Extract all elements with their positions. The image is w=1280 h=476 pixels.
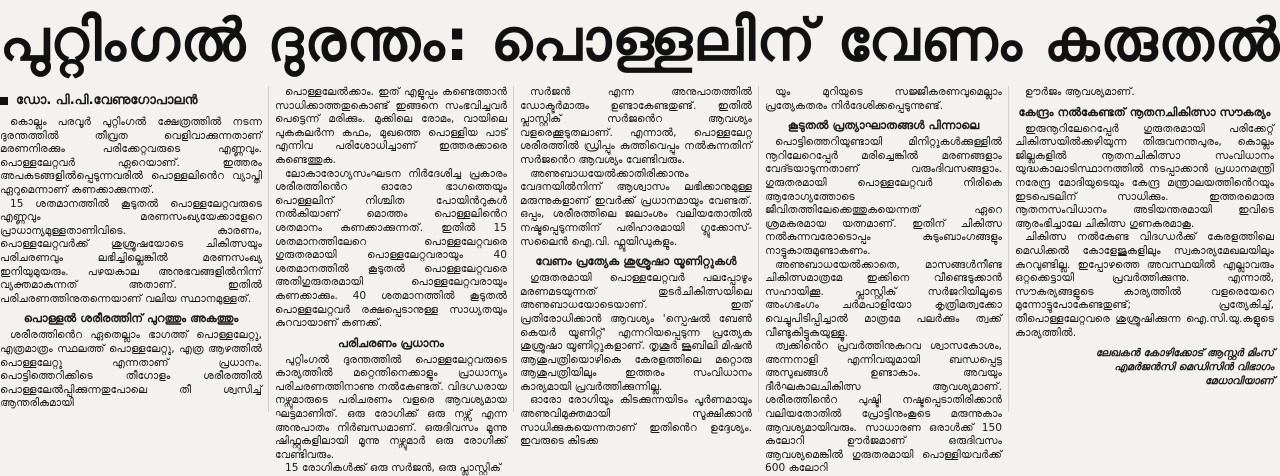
byline bbox=[0, 92, 262, 110]
paragraph: ലോകാരോഗ്യസംഘടന നിർദേശിച്ച പ്രകാരം ശരീരത്തിൻെറ ഓരോ ഭാഗത്തെയും പൊള്ളലിന് നിശ്ചിത പോയിൻറുകൾ നൽകിയാണ് മൊത്തം പൊള്ളലിൻെറ ശതമാനം കണക്കാക്കുന്നത്. ഇതിൽ 15 ശതമാനത്തിലേറെ പൊള്ളലേറ്റവരെ ഗുരുതരമായി പൊള്ളലേറ്റവരായും 40 ശതമാനത്തിൽ കൂടുതൽ പൊള്ളലേറ്റവരെ അതിഗുരുതരമായി പൊള്ളലേറ്റവരായും കണക്കാക്കും. 40 ശതമാനത്തിൽ കൂടുതൽ പൊള്ളലേറ്റവർ രക്ഷപ്പെടാനുള്ള സാധ്യതയും കുറവായാണ് കണക്ക്. bbox=[275, 167, 507, 330]
paragraph: ശരീരത്തിൻെറ ഏതെല്ലാം ഭാഗത്ത് പൊള്ളലേറ്റു, എത്രമാത്രം സ്ഥലത്ത് പൊള്ളലേറ്റു, എത്ര ആഴത്തിൽ പൊള്ളലേറ്റു എന്നതാണ് പ്രധാനം. പൊട്ടിത്തെറിക്കിടെ തീഗോളം ശരീരത്തിൽ പൊള്ളലേൽപ്പിക്കുന്നതുപോലെ തീ ശ്വസിച്ച് ആന്തരികമായി bbox=[0, 329, 262, 410]
author-credit bbox=[1015, 346, 1274, 388]
paragraph: ഇരുനൂറിലേറെപ്പേർ ഗുരുതരമായി പരിക്കേറ്റ് ചികിത്സയിൽക്കഴിയുന്ന തിരുവനന്തപുരം, കൊല്ലം ജില്ലകളിൽ നൂതനചികിത്സാ സംവിധാനം യുദ്ധകാലാടിസ്ഥാനത്തിൽ നടപ്പാക്കാൻ പ്രധാനമന്ത്രി നരേന്ദ്ര മോദിയുടെയും കേന്ദ്ര മന്ത്രാലയത്തിൻെറയും ഇടപെടലിന് സാധിക്കും. ഇത്തരമൊരു നൂതനസംവിധാനം അടിയന്തരമായി ഇവിടെ ആരംഭിച്ചാലേ ചികിത്സ ഗുണകരമാകൂ. bbox=[1015, 122, 1274, 230]
paragraph: സർജൻ എന്ന അനുപാതത്തിൽ ഡോക്ടർമാരും ഉണ്ടാകേണ്ടതുണ്ട്. ഇതിൽ പ്ലാസ്റ്റിക് സർജൻെറ ആവശ്യം വളരെക്കൂടുതലാണ്. എന്നാൽ, പൊള്ളലേറ്റ ശരീരത്തിൽ ഡ്രിപ്പും കുത്തിവെപ്പും നൽകുന്നതിന് സർജൻെറ ആവശ്യം വേണ്ടിവരും. bbox=[520, 86, 752, 166]
column-2 bbox=[268, 86, 513, 475]
paragraph: ത്വക്കിൻെറ പ്രവർത്തിനുകുറവ ശ്വാസകോശം, അന്നനാളി എന്നിവയുമായി ബന്ധപ്പെട്ട അസുഖങ്ങൾ ഉണ്ടാകാം. അവയും ദീർഘകാലചികിത്സ ആവശ്യമാണ്. ശരീരത്തിൻെറ പുഷ്ടി നഷ്ടപ്പെടാതിരിക്കാൻ വലിയതോതിൽ പ്രോട്ടീനുംകൂടെ മരുന്നുകാം ആവശ്യമായിവരും. സാധാരണ ഒരാൾക്ക് 150 കലോറി ഊർജമാണ് ഒരുദിവസം ആവശ്യമെങ്കിൽ ഗുരുതരമായി പൊള്ളിയവർക്ക് 600 കലോറി bbox=[765, 340, 1002, 475]
subheading: പൊള്ളൽ ശരീരത്തിന് പുറത്തും അകത്തും bbox=[23, 311, 239, 326]
paragraph: യും മുറിയുടെ സജ്ജീകരണവുമെല്ലാം പ്രത്യേകതരം നിർദേശിക്കപ്പെടുന്നുണ്ട്. bbox=[765, 86, 1002, 112]
paragraph: അണുബാധയേൽക്കാതിരിക്കാനും വേദനയിൽനിന്ന് ആശ്വാസം ലഭിക്കാനുമുള്ള മരുന്നുകളാണ് ഇവർക്ക് പ്രധാനമായും വേണ്ടത്. ഒപ്പം, ശരീരത്തിലെ ജലാംശം വലിയതോതിൽ നഷ്ടപ്പെടുന്നതിന് പരിഹാരമായി ഗ്ലൂക്കോസ്-സലൈൻ ഐ.വി. ഫ്ലൂയിഡുകളും. bbox=[520, 167, 752, 248]
square-bullet-icon bbox=[0, 97, 8, 105]
column-3 bbox=[513, 86, 758, 448]
paragraph: 15 രോഗികൾക്ക് ഒരു സർജൻ, ഒരു പ്ലാസ്റ്റിക് bbox=[285, 462, 501, 475]
paragraph: 15 ശതമാനത്തിൽ കൂടുതൽ പൊള്ളലേറ്റവരുടെ എണ്ണവും മരണസംഖ്യയേക്കാളേറെ പ്രാധാന്യമുള്ളതാണിവിടെ. കാരണം, പൊള്ളലേറ്റവർക്ക് ശുശ്രൂഷയോടെ ചികിത്സയും പരിചരണവും ലഭിച്ചില്ലെങ്കിൽ മരണസംഖ്യ ഇനിയുമുയരും. പഴയകാല അനുഭവങ്ങളിൽനിന്ന് വ്യക്തമാകുന്നത് അതാണ്. ഇതിൽ പരിചരണത്തിനുതന്നെയാണ് വലിയ സ്ഥാനമുള്ളത്. bbox=[0, 197, 262, 305]
credit-line: മേധാവിയാണ് bbox=[1205, 375, 1274, 388]
article-columns bbox=[0, 86, 1280, 475]
subheading: വേണം പ്രത്യേക ശുശ്രൂഷാ യൂണിറ്റുകൾ bbox=[535, 254, 737, 269]
paragraph: ചികിത്സ നൽകേണ്ട വിദഗ്ധർക്ക് കേരളത്തിലെ മെഡിക്കൽ കോളേജുകളിലും സ്വകാര്യമേഖലയിലും കുറവുണ്ടില്ല. ഇപ്പോഴത്തെ അവസ്ഥയിൽ എല്ലാവരും ഒറ്റക്കെട്ടായി പ്രവർത്തിക്കുന്നു. എന്നാൽ, സൗകര്യങ്ങളുടെ കാര്യത്തിൽ വളരെയേറെ മുന്നോട്ടുപോകേണ്ടതുണ്ട്; പ്രത്യേകിച്ച്, തീപൊള്ളലേറ്റവരെ ശുശ്രൂഷിക്കുന്ന ഐ.സി.യു.കളുടെ കാര്യത്തിൽ. bbox=[1015, 231, 1274, 339]
paragraph: അണുബാധയേൽക്കാതെ, മാസങ്ങൾനീണ്ട ചികിത്സമാത്രമേ ഇക്കിനെ വീണ്ടെടുക്കാൻ സഹായിക്കൂ. പ്ലാസ്റ്റിക് സർജറിയിലൂടെ അംഗഭംഗം ചർമപാളിയോ കൃത്രിമത്വക്കോ വെച്ചുപിടിപ്പിച്ചാൽ മാത്രമേ പലർക്കും ത്വക്ക് വീണ്ടുകിട്ടുകയുള്ളൂ. bbox=[765, 258, 1002, 339]
paragraph: ഊർജം ആവശ്യമാണ്. bbox=[1025, 86, 1135, 98]
paragraph: ഓരോ രോഗിയും കിടക്കുന്നയിടം പൂർണമായും അണുവിമുക്തമായി സൂക്ഷിക്കാൻ സാധിക്കുകയെന്നതാണ് ഇതിൻെറ ഉദ്ദേശ്യം. ഇവരുടെ കിടക്ക bbox=[520, 394, 752, 448]
credit-line: ലേഖകൻ കോഴിക്കോട് ആസ്റ്റർ മിംസ് bbox=[1095, 347, 1274, 360]
paragraph: പൊട്ടിത്തെറിയുണ്ടായി മിനിറ്റുകൾക്കുള്ളിൽ നൂറിലേറെപ്പേർ മരിച്ചെങ്കിൽ മരണങ്ങളാം വേദ്ടയാടുന്നതാണ് വരുംദിവസങ്ങളാം. ഗുരുതരമായി പൊള്ളലേറ്റവർ നിരികെ ആരോഗ്യത്തോടെ ജീവിതത്തിലേക്കെത്തുകയെന്നത് ഏറെ ശ്രമകരമായ യത്നമാണ്. ഇതിന് ചികിത്സ നൽകുന്നവരോടൊപ്പം കുടുംബാംഗങ്ങളും നാട്ടുകാരുമുണ്ടാകണം. bbox=[765, 136, 1002, 257]
paragraph: ഗുരുതരമായി പൊള്ളലേറ്റവർ പലപ്പോഴും മരണമടയുന്നത് തുടർചികിത്സയിലെ അണുബാധയോടെയാണ്. ഇത് പ്രതിരോധിക്കാൻ ആവശ്യം 'സ്പെഷൽ ബേൺ കെയർ യൂണിറ്റ്' എന്നറിയപ്പെടുന്ന പ്രത്യേക ശുശ്രൂഷാ യൂണിറ്റുകളാണ്. തൃശൂർ ജൂബിലി മിഷൻ ആശുപത്രിയൊഴികെ കേരളത്തിലെ മറ്റൊരു ആശുപത്രിയിലും ഇത്തരം സംവിധാനം കാര്യമായി പ്രവർത്തിക്കുന്നില്ല. bbox=[520, 272, 752, 393]
paragraph: പുറ്റിംഗൽ ദുരന്തത്തിൽ പൊള്ളലേറ്റവരുടെ കാര്യത്തിൽ മറ്റെന്തിനെക്കാളും പ്രാധാന്യം പരിചരണത്തിനാണു നൽകേണ്ടത്. വിദഗ്ധരായ നഴ്സുമാരുടെ പരിചരണം വളരെ ആവശ്യമായ ഘട്ടമാണിത്. ഒരു രോഗിക്ക് ഒരു നഴ്സ് എന്ന അനുപാതം നിർബന്ധമാണ്. ഒരുദിവസം മൂന്നു ഷിഫ്റ്റുകളിലായി മൂന്നു നഴ്സുമാർ ഒരു രോഗിക്ക് വേണ്ടിവരും. bbox=[275, 353, 507, 461]
headline: പുറ്റിംഗൽ ദുരന്തം: പൊള്ളലിന് വേണം കരുതൽ bbox=[0, 5, 1280, 74]
column-1 bbox=[0, 86, 268, 412]
column-5 bbox=[1008, 86, 1280, 412]
subheading: കേന്ദ്രം നൽകേണ്ടത് നൂതനചികിത്സാ സൗകര്യം bbox=[1018, 104, 1271, 119]
paragraph: കൊല്ലം പരവൂർ പുറ്റിംഗൽ ക്ഷേത്രത്തിൽ നടന്ന ദുരന്തത്തിൽ തീവ്രത വെളിവാക്കുന്നതാണ് മരണനിരക്കും പരിക്കേറ്റവരുടെ എണ്ണവും. പൊള്ളലേറ്റവർ ഏറെയാണ്. ഇത്തരം അപകടങ്ങളിൽപ്പെടുന്നവരിൽ പൊള്ളലിൻെറ വ്യാപ്തി ഏറുമെന്നാണ് കണക്കാക്കുന്നത്. bbox=[0, 116, 262, 196]
subheading: കൂടുതൽ പ്രത്യാഘാതങ്ങൾ പിന്നാലെ bbox=[787, 118, 980, 133]
paragraph: പൊള്ളലേൽക്കാം. ഇത് എളുപ്പം കണ്ടെത്താൻ സാധിക്കാത്തതുകൊണ്ട് ഇങ്ങനെ സംഭവിച്ചവർ പെട്ടെന്ന് മരിക്കും. മുക്കിലെ രോമം, വായിലെ പുകകലർന്ന കഫം, മുഖത്തെ പൊള്ളിയ പാട് എന്നിവ പരിശോധിച്ചാണ് ഇത്തരക്കാരെ കണ്ടെത്തുക. bbox=[275, 86, 507, 166]
credit-line: എമർജൻസി മെഡിസിൻ വിഭാഗം bbox=[1114, 361, 1274, 374]
column-4 bbox=[758, 86, 1008, 475]
author-name: ഡോ. പി.പി.വേണുഗോപാലൻ bbox=[16, 93, 198, 108]
subheading: പരിചരണം പ്രധാനം bbox=[338, 335, 444, 350]
